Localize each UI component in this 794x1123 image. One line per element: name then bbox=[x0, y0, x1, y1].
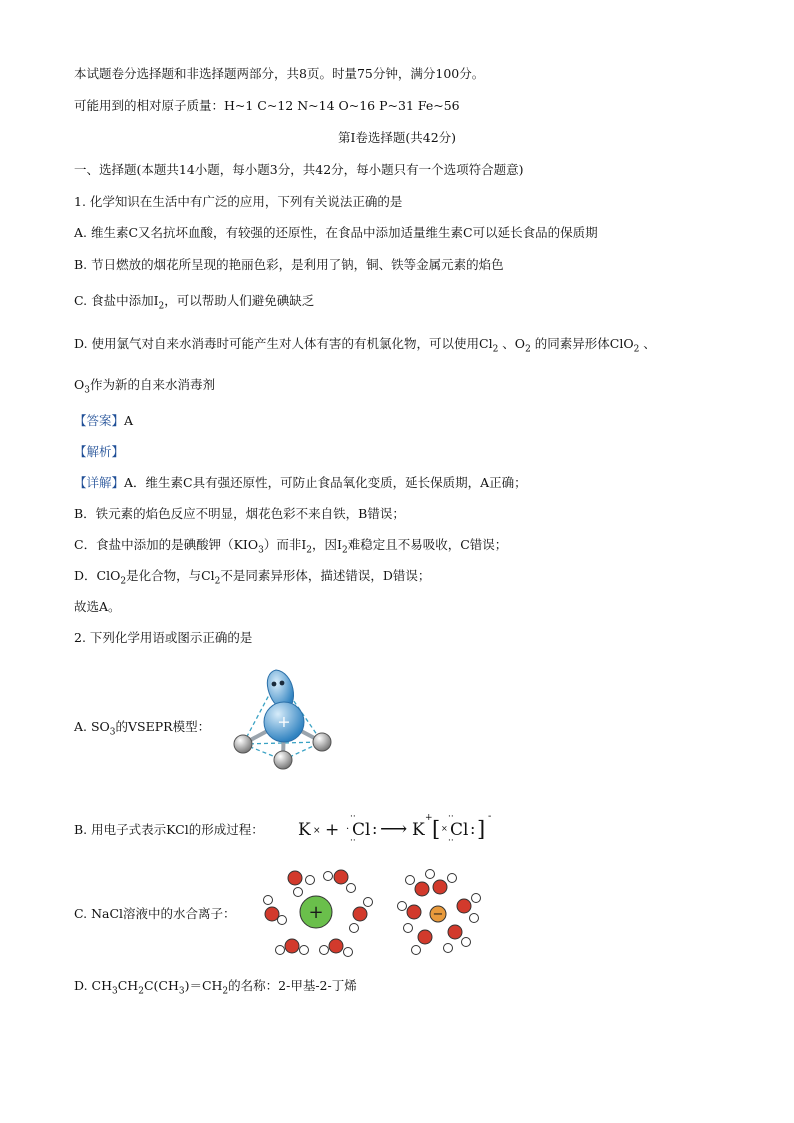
part-header: 一、选择题(本题共14小题，每小题3分，共42分，每小题只有一个选项符合题意) bbox=[74, 162, 524, 177]
q1-option-d-cont bbox=[74, 377, 215, 396]
q2-d-text-2: CH bbox=[117, 978, 139, 993]
q2-d-sub-1: 3 bbox=[112, 986, 118, 997]
q2-option-b: B. 用电子式表示KCl的形成过程： bbox=[74, 822, 264, 837]
left-bracket: [ bbox=[432, 817, 441, 841]
q1-d-text-4: 、 bbox=[639, 336, 656, 351]
q1-option-a: A. 维生素C又名抗坏血酸，有较强的还原性，在食品中添加适量维生素C可以延长食品的保质期 bbox=[74, 225, 598, 240]
q1-d-text-3: 的同素异形体ClO bbox=[530, 336, 634, 351]
detail-c-text-4: 难稳定且不易吸收，C错误； bbox=[347, 537, 508, 552]
q1-d-text-2: 、O bbox=[498, 336, 526, 351]
intro-line-2: 可能用到的相对原子质量：H~1 C~12 N~14 O~16 P~31 Fe~56 bbox=[74, 98, 460, 113]
q1-option-d bbox=[74, 336, 656, 355]
detail-d-text: D．ClO bbox=[74, 568, 121, 583]
answer-value: A bbox=[124, 413, 134, 428]
conclusion: 故选A。 bbox=[74, 599, 121, 614]
q2-d-sub-3: 3 bbox=[178, 986, 185, 997]
q1-c-text-2: ，可以帮助人们避免碘缺乏 bbox=[164, 293, 315, 308]
q1-d2-sub: 3 bbox=[84, 385, 90, 396]
analysis-label: 【解析】 bbox=[74, 444, 125, 459]
detail-c bbox=[74, 537, 508, 556]
detail-b: B．铁元素的焰色反应不明显，烟花色彩不来自铁，B错误； bbox=[74, 506, 405, 521]
detail-a bbox=[74, 475, 527, 491]
q1-d-text: D. 使用氯气对自来水消毒时可能产生对人体有害的有机氯化物，可以使用Cl bbox=[74, 336, 493, 351]
q2-d-text-4: )＝CH bbox=[184, 978, 223, 993]
detail-c-sub-3: 2 bbox=[341, 545, 348, 556]
cl-dot-left-icon: · bbox=[346, 824, 350, 835]
detail-c-text: C．食盐中添加的是碘酸钾（KIO bbox=[74, 537, 259, 552]
cl-symbol: Cl bbox=[352, 820, 371, 840]
detail-c-text-3: ，因I bbox=[312, 537, 342, 552]
cation-plus-sign: + bbox=[308, 902, 324, 923]
q2-option-d bbox=[74, 978, 357, 997]
detail-c-text-2: ）而非I bbox=[263, 537, 307, 552]
anion-minus-sign: − bbox=[432, 907, 444, 922]
cl-colon-right: : bbox=[372, 819, 378, 838]
q1-d-sub: 2 bbox=[492, 344, 499, 355]
q2-stem: 2. 下列化学用语或图示正确的是 bbox=[74, 630, 253, 645]
right-bracket: ] bbox=[477, 817, 486, 841]
q2-option-a bbox=[74, 719, 211, 738]
q2-option-c: C. NaCl溶液中的水合离子： bbox=[74, 906, 236, 921]
q1-c-sub: 2 bbox=[158, 301, 165, 312]
detail-d-sub-2: 2 bbox=[214, 576, 221, 587]
svg-text:+: + bbox=[277, 712, 291, 731]
cl-dots-bottom-icon: ·· bbox=[350, 836, 356, 846]
q1-d2-text: O bbox=[74, 377, 85, 392]
q1-option-b: B. 节日燃放的烟花所呈现的艳丽色彩，是利用了钠，铜、铁等金属元素的焰色 bbox=[74, 257, 504, 272]
reaction-arrow-icon: ⟶ bbox=[380, 818, 408, 840]
q2-a-text: A. SO bbox=[74, 719, 110, 734]
q1-answer bbox=[74, 413, 133, 429]
detail-d-text-3: 不是同素异形体，描述错误，D错误； bbox=[220, 568, 431, 583]
cl-ion-dots-bottom-icon: ·· bbox=[448, 836, 454, 846]
detail-a-text: A．维生素C具有强还原性，可防止食品氧化变质，延长保质期，A正确； bbox=[124, 475, 527, 490]
k-electron-cross-icon: × bbox=[313, 826, 321, 836]
q1-d2-text-2: 作为新的自来水消毒剂 bbox=[89, 377, 215, 392]
answer-label: 【答案】 bbox=[74, 413, 125, 428]
intro-line-1: 本试题卷分选择题和非选择题两部分，共8页。时量75分钟，满分100分。 bbox=[74, 66, 485, 81]
q2-a-text-2: 的VSEPR模型： bbox=[115, 719, 211, 734]
plus-sign: + bbox=[325, 820, 340, 840]
cl-dots-top-icon: ·· bbox=[350, 812, 356, 822]
q1-option-c bbox=[74, 293, 315, 312]
k-symbol: K bbox=[298, 820, 311, 840]
detail-label: 【详解】 bbox=[74, 475, 125, 490]
cl-ion-symbol: Cl bbox=[450, 820, 469, 840]
cl-ion-cross-icon: × bbox=[441, 824, 448, 833]
detail-c-sub: 3 bbox=[258, 545, 264, 556]
cl-ion-dots-top-icon: ·· bbox=[448, 812, 454, 822]
k-ion-symbol: K bbox=[412, 820, 425, 840]
detail-c-sub-2: 2 bbox=[306, 545, 313, 556]
q2-d-sub-4: 2 bbox=[222, 986, 229, 997]
q2-d-text-5: 的名称：2-甲基-2-丁烯 bbox=[228, 978, 357, 993]
detail-d bbox=[74, 568, 431, 587]
detail-d-sub: 2 bbox=[120, 576, 127, 587]
hydrated-ions-image bbox=[262, 866, 488, 958]
q1-stem: 1. 化学知识在生活中有广泛的应用，下列有关说法正确的是 bbox=[74, 194, 403, 209]
cl-ion-colon: : bbox=[470, 819, 476, 838]
q1-d-sub-3: 2 bbox=[633, 344, 640, 355]
q1-d-sub-2: 2 bbox=[525, 344, 531, 355]
q2-d-text: D. CH bbox=[74, 978, 112, 993]
q1-c-text: C. 食盐中添加I bbox=[74, 293, 159, 308]
q2-a-sub: 3 bbox=[109, 727, 116, 738]
q2-d-text-3: C(CH bbox=[143, 978, 179, 993]
kcl-electron-formula: K × + · ·· Cl : ·· ⟶ K + [ × ·· Cl : ·· ] - bbox=[298, 811, 492, 846]
q2-d-sub-2: 2 bbox=[138, 986, 144, 997]
detail-d-text-2: 是化合物，与Cl bbox=[126, 568, 215, 583]
section-title: 第Ⅰ卷选择题(共42分) bbox=[337, 130, 457, 145]
so3-vsepr-model-image bbox=[230, 664, 342, 776]
